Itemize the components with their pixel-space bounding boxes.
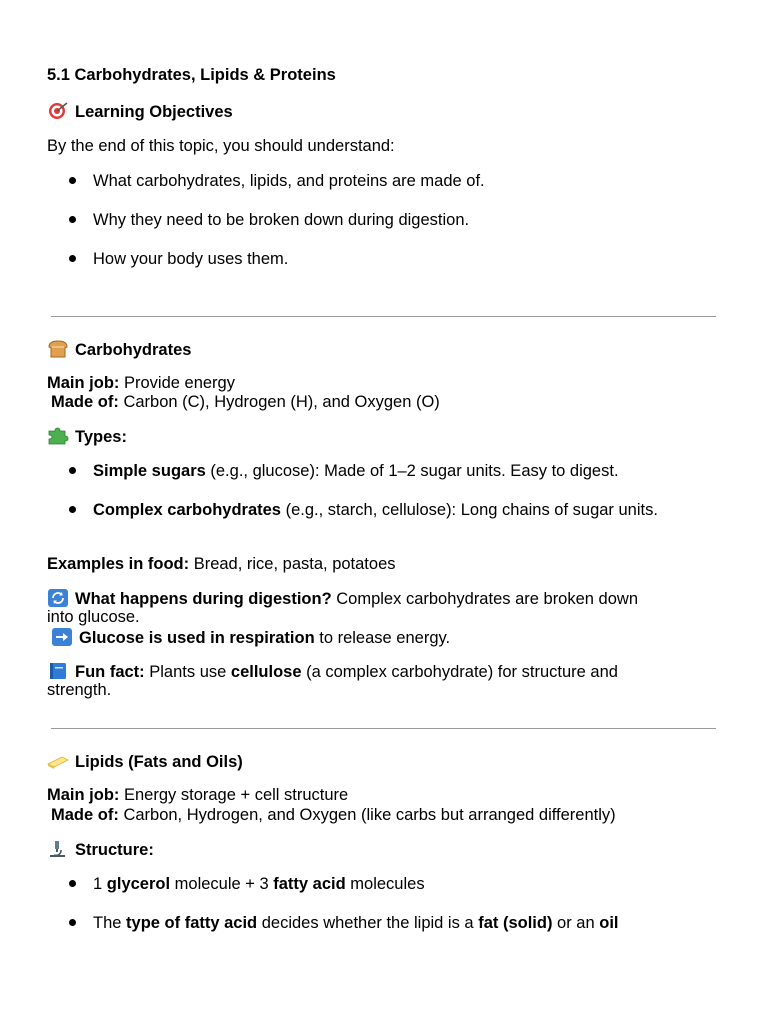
main-job-label: Main job: [47,786,120,804]
term-oil: oil [599,914,619,932]
examples-label: Examples in food: [47,555,190,573]
type-term: Simple sugars [93,462,206,480]
blue-book-icon [47,662,69,680]
carbs-examples [47,555,396,574]
fact-text: Plants use [149,663,227,681]
carbs-made-of [51,393,440,412]
bullet-dot [69,177,76,184]
structure-heading [47,840,154,860]
fact-text-continued: (a complex carbohydrate) for structure and [306,663,618,681]
lipids-heading [47,752,243,772]
type-item-complex [93,501,658,520]
objective-item-3: How your body uses them. [93,250,289,268]
target-icon [47,102,69,120]
lipids-heading-text: Lipids (Fats and Oils) [75,753,243,771]
text-run: decides whether the lipid is a [261,914,474,932]
main-job-value: Provide energy [124,374,235,392]
text-run: molecules [350,875,425,893]
bullet-dot [69,506,76,513]
digestion-text: Complex carbohydrates are broken down [336,590,638,608]
text-run: or an [557,914,595,932]
section-divider [51,728,716,729]
digestion-continuation: into glucose. [47,608,140,626]
carbs-heading [47,340,191,360]
bullet-dot [69,919,76,926]
made-of-value: Carbon (C), Hydrogen (H), and Oxygen (O) [123,393,440,411]
term-glycerol: glycerol [106,875,171,893]
main-job-value: Energy storage + cell structure [124,786,349,804]
fact-label: Fun fact: [75,663,145,681]
objectives-heading-text: Learning Objectives [75,103,233,121]
made-of-value: Carbon, Hydrogen, and Oxygen (like carbs but arranged differently) [123,806,616,824]
right-arrow-icon [51,628,73,646]
types-heading-text: Types: [75,428,127,446]
section-divider [51,316,716,317]
carbs-heading-text: Carbohydrates [75,341,192,359]
structure-item-1 [93,875,425,894]
objectives-intro: By the end of this topic, you should understand: [47,137,395,155]
type-desc: (e.g., starch, cellulose): Long chains of sugar units. [285,501,658,519]
digestion-label: What happens during digestion? [75,590,332,608]
types-heading [47,427,127,447]
term-fat-solid: fat (solid) [478,914,553,932]
objectives-heading [47,102,233,122]
made-of-label: Made of: [51,393,119,411]
bread-icon [47,340,69,358]
microscope-icon [47,840,69,858]
page-title: 5.1 Carbohydrates, Lipids & Proteins [47,66,336,84]
text-run: molecule + 3 [174,875,269,893]
glucose-text: to release energy. [319,629,451,647]
text-run: The [93,914,122,932]
objective-item-2: Why they need to be broken down during digestion. [93,211,470,229]
glucose-line [51,628,450,648]
examples-value: Bread, rice, pasta, potatoes [193,555,396,573]
fun-fact-continuation: strength. [47,681,112,699]
made-of-label: Made of: [51,806,119,824]
bullet-dot [69,216,76,223]
main-job-label: Main job: [47,374,120,392]
structure-heading-text: Structure: [75,841,154,859]
lipids-made-of [51,806,616,825]
lipids-main-job [47,786,348,805]
bullet-dot [69,255,76,262]
structure-item-2 [93,914,619,933]
bullet-dot [69,880,76,887]
objective-item-1: What carbohydrates, lipids, and proteins are made of. [93,172,485,190]
term-fatty-acid: fatty acid [273,875,346,893]
term-fatty-acid-type: type of fatty acid [126,914,258,932]
glucose-label: Glucose is used in respiration [79,629,315,647]
type-desc: (e.g., glucose): Made of 1–2 sugar units. Easy to digest. [210,462,619,480]
type-term: Complex carbohydrates [93,501,281,519]
fun-fact-line [47,662,618,682]
bullet-dot [69,467,76,474]
text-run: 1 [93,875,103,893]
cycle-arrows-icon [47,589,69,607]
type-item-simple [93,462,619,481]
digestion-line [47,589,638,609]
butter-icon [47,752,69,770]
carbs-main-job [47,374,235,393]
fact-term: cellulose [230,663,302,681]
puzzle-icon [47,427,69,445]
